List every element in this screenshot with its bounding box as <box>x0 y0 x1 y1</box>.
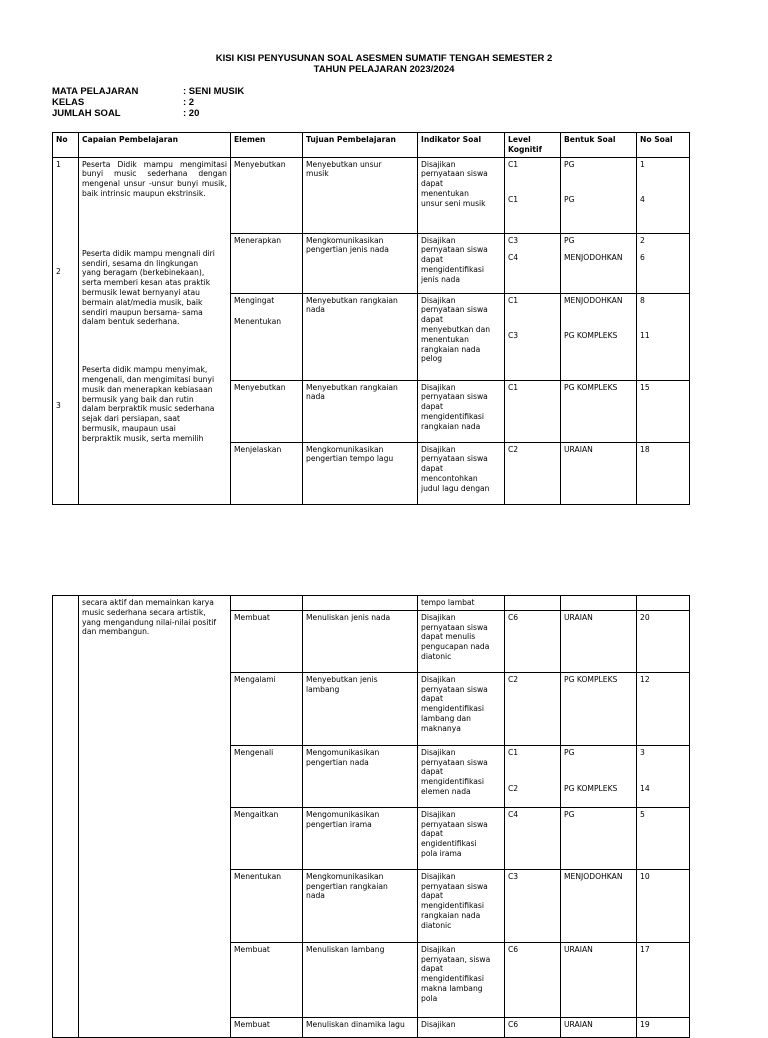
elemen-cell: Membuat <box>231 942 303 1017</box>
elemen-cell: Mengaitkan <box>231 807 303 869</box>
col-header-capaian: Capaian Pembelajaran <box>79 133 231 158</box>
bentuk-cell: URAIAN <box>561 610 637 672</box>
meta-subject <box>52 86 244 97</box>
tujuan-cell: Mengomunikasikan pengertian nada <box>303 745 418 807</box>
bentuk-cell <box>561 233 637 293</box>
elemen-value: Mengingat <box>234 295 275 305</box>
tujuan-cell: Menyebutkan rangkaian nada <box>303 293 418 380</box>
nosoal-cell: 20 <box>637 610 690 672</box>
indikator-cell: Disajikan pernyataan siswa dapat mencontohkan judul lagu dengan <box>418 442 505 504</box>
col-header-tujuan: Tujuan Pembelajaran <box>303 133 418 158</box>
col-header-indikator: Indikator Soal <box>418 133 505 158</box>
level-cell: C1 <box>505 380 561 442</box>
bentuk-cell: MENJODOHKAN <box>561 869 637 942</box>
level-cell: C3 <box>505 869 561 942</box>
level-value: C2 <box>508 783 519 793</box>
capaian-text: Peserta didik mampu menyimak, mengenali, dan mengimitasi bunyi musik dan menerapkan kebiasaan bermusik yang baik dan rutin dalam berpraktik music sederhana sejak dari persiapan, saat bermusik, maupaun usai berpraktik musik, serta memilih <box>82 365 215 443</box>
level-cell: C6 <box>505 610 561 672</box>
level-cell: C6 <box>505 942 561 1017</box>
elemen-value: Menentukan <box>234 317 282 327</box>
nosoal-value: 3 <box>640 747 645 757</box>
col-header-bentuk: Bentuk Soal <box>561 133 637 158</box>
kisi-table-page2 <box>52 595 690 1038</box>
level-value: C1 <box>508 295 519 305</box>
bentuk-value: PG KOMPLEKS <box>564 331 618 341</box>
tujuan-cell: Menyebutkan unsur musik <box>303 157 418 233</box>
nosoal-cell: 5 <box>637 807 690 869</box>
meta-class <box>52 97 194 108</box>
elemen-cell: Menentukan <box>231 869 303 942</box>
row-number: 2 <box>56 267 61 277</box>
level-cell <box>505 293 561 380</box>
meta-label: JUMLAH SOAL <box>52 108 121 119</box>
bentuk-value: PG <box>564 747 575 757</box>
indikator-cell: Disajikan pernyataan siswa dapat mengidentifikasi jenis nada <box>418 233 505 293</box>
nosoal-value: 8 <box>640 295 645 305</box>
tujuan-cell: Mengkomunikasikan pengertian jenis nada <box>303 233 418 293</box>
bentuk-cell: URAIAN <box>561 942 637 1017</box>
nosoal-value: 1 <box>640 159 645 169</box>
meta-question-count <box>52 108 199 119</box>
indikator-cell: tempo lambat <box>418 596 505 611</box>
row-number: 1 <box>56 159 61 169</box>
nosoal-cell: 15 <box>637 380 690 442</box>
level-value: C3 <box>508 331 519 341</box>
bentuk-cell <box>561 596 637 611</box>
indikator-cell: Disajikan pernyataan siswa dapat menentukan unsur seni musik <box>418 157 505 233</box>
table-header-row <box>53 133 690 158</box>
elemen-cell: Membuat <box>231 610 303 672</box>
level-cell: C4 <box>505 807 561 869</box>
bentuk-cell: PG <box>561 807 637 869</box>
level-cell <box>505 157 561 233</box>
nosoal-cell <box>637 596 690 611</box>
col-header-elemen: Elemen <box>231 133 303 158</box>
level-value: C1 <box>508 159 519 169</box>
bentuk-cell: PG KOMPLEKS <box>561 672 637 745</box>
tujuan-cell: Menuliskan jenis nada <box>303 610 418 672</box>
document-subtitle: TAHUN PELAJARAN 2023/2024 <box>313 64 455 75</box>
indikator-cell: Disajikan pernyataan siswa dapat menulis pengucapan nada diatonic <box>418 610 505 672</box>
level-cell: C6 <box>505 1017 561 1037</box>
tujuan-cell: Menuliskan dinamika lagu <box>303 1017 418 1037</box>
nosoal-cell <box>637 233 690 293</box>
row-number: 3 <box>56 401 61 411</box>
tujuan-cell <box>303 596 418 611</box>
tujuan-cell: Menyebutkan rangkaian nada <box>303 380 418 442</box>
tujuan-cell: Mengkomunikasikan pengertian tempo lagu <box>303 442 418 504</box>
level-value: C3 <box>508 235 519 245</box>
bentuk-value: MENJODOHKAN <box>564 295 623 305</box>
meta-label: MATA PELAJARAN <box>52 86 139 97</box>
number-cell <box>53 596 79 1038</box>
indikator-cell: Disajikan pernyataan siswa dapat mengidentifikasi elemen nada <box>418 745 505 807</box>
elemen-cell: Menyebutkan <box>231 380 303 442</box>
bentuk-cell: URAIAN <box>561 1017 637 1037</box>
nosoal-cell: 17 <box>637 942 690 1017</box>
level-cell <box>505 745 561 807</box>
col-header-no: No <box>53 133 79 158</box>
tujuan-cell: Menuliskan lambang <box>303 942 418 1017</box>
indikator-cell: Disajikan pernyataan siswa dapat menyebutkan dan menentukan rangkaian nada pelog <box>418 293 505 380</box>
bentuk-value: PG KOMPLEKS <box>564 783 618 793</box>
col-header-nosoal: No Soal <box>637 133 690 158</box>
bentuk-value: MENJODOHKAN <box>564 253 623 263</box>
number-cell <box>53 157 79 504</box>
nosoal-value: 2 <box>640 235 645 245</box>
indikator-cell: Disajikan pernyataan siswa dapat mengidentifikasi rangkaian nada diatonic <box>418 869 505 942</box>
col-header-level: Level Kognitif <box>505 133 561 158</box>
elemen-cell: Mengenali <box>231 745 303 807</box>
elemen-cell: Membuat <box>231 1017 303 1037</box>
level-value: C4 <box>508 253 519 263</box>
nosoal-cell: 10 <box>637 869 690 942</box>
level-value: C1 <box>508 747 519 757</box>
nosoal-cell <box>637 157 690 233</box>
tujuan-cell: Mengomunikasikan pengertian irama <box>303 807 418 869</box>
nosoal-value: 14 <box>640 783 650 793</box>
nosoal-value: 4 <box>640 195 645 205</box>
kisi-table-page1 <box>52 132 690 505</box>
nosoal-value: 6 <box>640 253 645 263</box>
elemen-cell: Menyebutkan <box>231 157 303 233</box>
indikator-cell: Disajikan pernyataan, siswa dapat mengidentifikasi makna lambang pola <box>418 942 505 1017</box>
bentuk-value: PG <box>564 195 575 205</box>
table-row <box>53 157 690 233</box>
elemen-cell: Mengalami <box>231 672 303 745</box>
tujuan-cell: Menyebutkan jenis lambang <box>303 672 418 745</box>
level-cell <box>505 596 561 611</box>
document-title: KISI KISI PENYUSUNAN SOAL ASESMEN SUMATIF TENGAH SEMESTER 2 <box>215 53 553 64</box>
indikator-cell: Disajikan pernyataan siswa dapat mengidentifikasi rangkaian nada <box>418 380 505 442</box>
bentuk-value: PG <box>564 235 575 245</box>
nosoal-value: 11 <box>640 331 650 341</box>
capaian-cell: secara aktif dan memainkan karya music sederhana secara artistik, yang mengandung nilai-nilai positif dan membangun. <box>79 596 231 1038</box>
bentuk-cell: PG KOMPLEKS <box>561 380 637 442</box>
indikator-cell: Disajikan <box>418 1017 505 1037</box>
bentuk-cell: URAIAN <box>561 442 637 504</box>
meta-label: KELAS <box>52 97 85 108</box>
meta-value: : 2 <box>183 97 195 108</box>
elemen-cell: Menerapkan <box>231 233 303 293</box>
nosoal-cell: 18 <box>637 442 690 504</box>
bentuk-cell <box>561 293 637 380</box>
nosoal-cell: 12 <box>637 672 690 745</box>
bentuk-value: PG <box>564 159 575 169</box>
level-cell: C2 <box>505 442 561 504</box>
nosoal-cell: 19 <box>637 1017 690 1037</box>
elemen-cell <box>231 596 303 611</box>
indikator-cell: Disajikan pernyataan siswa dapat engidentifikasi pola irama <box>418 807 505 869</box>
capaian-text: Peserta didik mampu mengnali diri sendiri, sesama dn lingkungan yang beragam (berkebinekaan), serta memberi kesan atas praktik bermusik lewat bernyanyi atau bermain alat/media musik, baik sendiri maupun bersama- sama dalam bentuk sederhana. <box>82 248 215 327</box>
table-row <box>53 596 690 611</box>
meta-value: : SENI MUSIK <box>183 86 245 97</box>
level-cell <box>505 233 561 293</box>
capaian-cell <box>79 157 231 504</box>
level-cell: C2 <box>505 672 561 745</box>
capaian-text: Peserta Didik mampu mengimitasi bunyi music sederhana dengan mengenal unsur -unsur bunyi musik, baik intrinsic maupun ekstrinsik. <box>82 159 227 198</box>
tujuan-cell: Mengkomunikasikan pengertian rangkaian nada <box>303 869 418 942</box>
nosoal-cell <box>637 293 690 380</box>
indikator-cell: Disajikan pernyataan siswa dapat mengidentifikasi lambang dan maknanya <box>418 672 505 745</box>
bentuk-cell <box>561 745 637 807</box>
elemen-cell <box>231 293 303 380</box>
bentuk-cell <box>561 157 637 233</box>
meta-value: : 20 <box>183 108 200 119</box>
elemen-cell: Menjelaskan <box>231 442 303 504</box>
nosoal-cell <box>637 745 690 807</box>
level-value: C1 <box>508 195 519 205</box>
